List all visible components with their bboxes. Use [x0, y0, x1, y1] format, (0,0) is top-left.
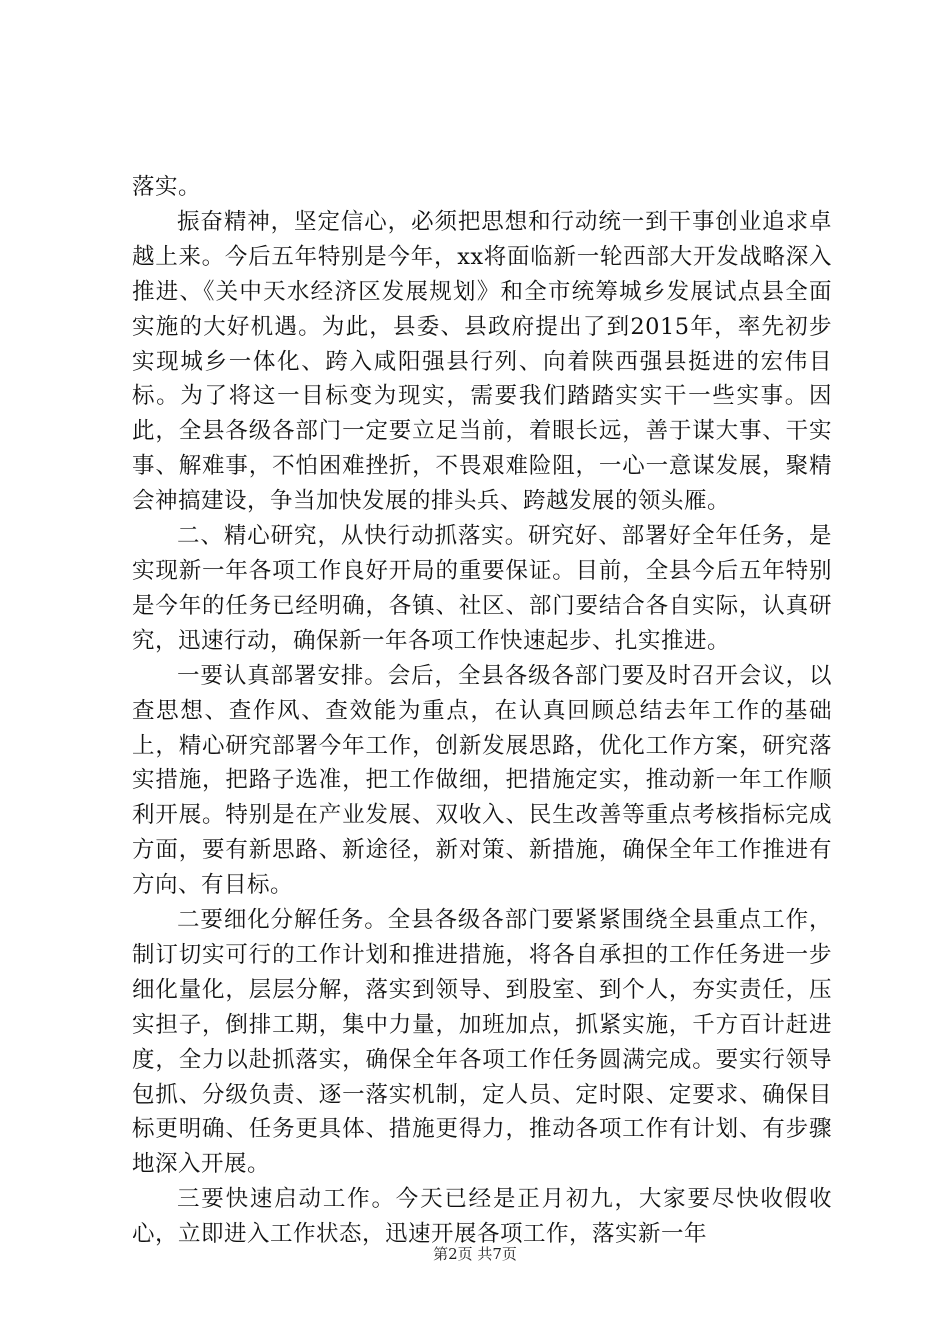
paragraph-morale: 振奋精神，坚定信心，必须把思想和行动统一到干事创业追求卓越上来。今后五年特别是今年，xx将面临新一轮西部大开发战略深入推进、《关中天水经济区发展规划》和全市统筹城乡发展试点县全面实施的大好机遇。为此，县委、县政府提出了到2015年，率先初步实现城乡一体化、跨入咸阳强县行列、向着陕西强县挺进的宏伟目标。为了将这一目标变为现实，需要我们踏踏实实干一些实事。因此，全县各级各部门一定要立足当前，着眼长远，善于谋大事、干实事、解难事，不怕困难挫折，不畏艰难险阻，一心一意谋发展，聚精会神搞建设，争当加快发展的排头兵、跨越发展的领头雁。: [132, 208, 832, 515]
paragraph-section-two: 二、精心研究，从快行动抓落实。研究好、部署好全年任务，是实现新一年各项工作良好开局的重要保证。目前，全县今后五年特别是今年的任务已经明确，各镇、社区、部门要结合各自实际，认真研究，迅速行动，确保新一年各项工作快速起步、扎实推进。: [132, 523, 832, 654]
page-number-footer: 第2页 共7页: [433, 1245, 517, 1263]
paragraph-continuation: 落实。: [132, 174, 202, 200]
paragraph-deploy: 一要认真部署安排。会后，全县各级各部门要及时召开会议，以查思想、查作风、查效能为重点，在认真回顾总结去年工作的基础上，精心研究部署今年工作，创新发展思路，优化工作方案，研究落实措施，把路子选准，把工作做细，把措施定实，推动新一年工作顺利开展。特别是在产业发展、双收入、民生改善等重点考核指标完成方面，要有新思路、新途径，新对策、新措施，确保全年工作推进有方向、有目标。: [132, 662, 832, 899]
paragraph-start-work: 三要快速启动工作。今天已经是正月初九，大家要尽快收假收心，立即进入工作状态，迅速开展各项工作，落实新一年: [132, 1186, 832, 1248]
document-body: [132, 170, 832, 1252]
paragraph-tasks: 二要细化分解任务。全县各级各部门要紧紧围绕全县重点工作，制订切实可行的工作计划和推进措施，将各自承担的工作任务进一步细化量化，层层分解，落实到领导、到股室、到个人，夯实责任，压实担子，倒排工期，集中力量，加班加点，抓紧实施，千方百计赶进度，全力以赴抓落实，确保全年各项工作任务圆满完成。要实行领导包抓、分级负责、逐一落实机制，定人员、定时限、定要求、确保目标更明确、任务更具体、措施更得力，推动各项工作有计划、有步骤地深入开展。: [132, 907, 832, 1178]
